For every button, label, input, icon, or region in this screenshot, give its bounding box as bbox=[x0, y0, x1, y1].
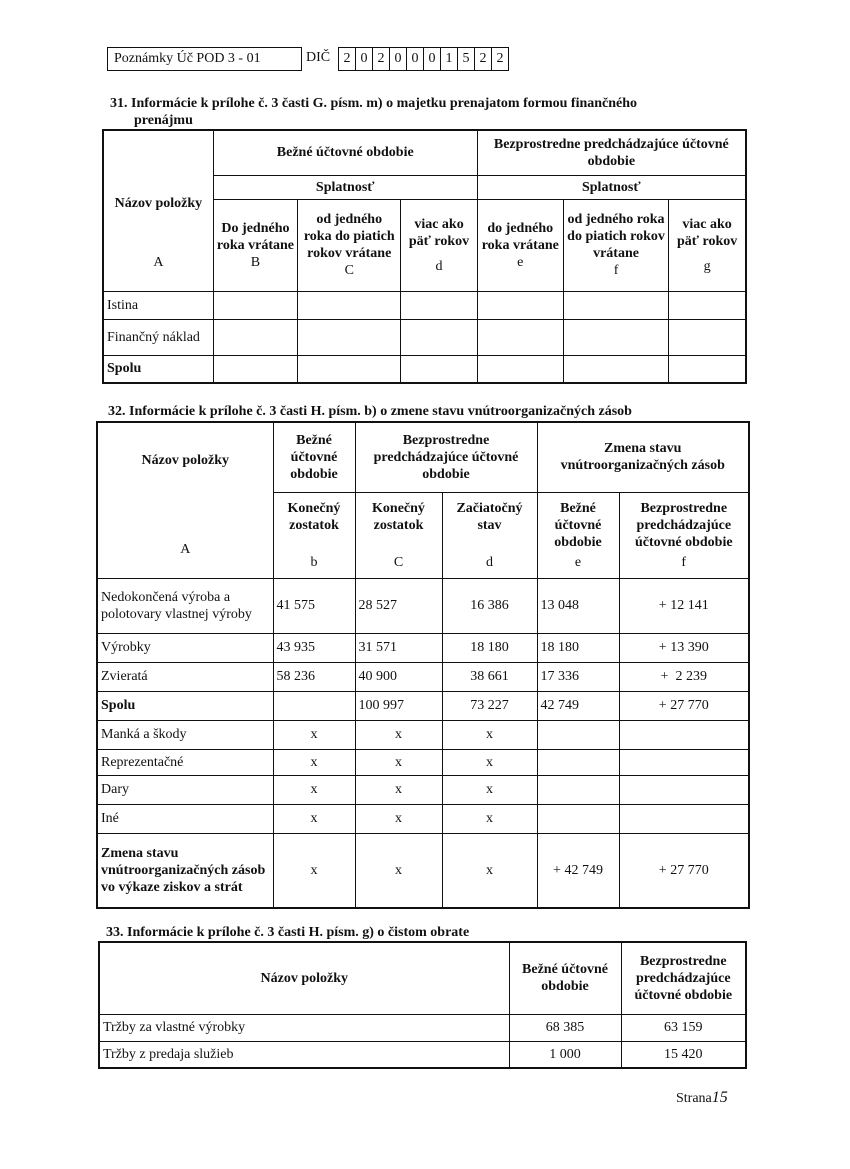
dic-digits bbox=[338, 47, 509, 71]
s32-cell-e: 13 048 bbox=[537, 578, 619, 633]
s32-cell-e: 17 336 bbox=[537, 662, 619, 691]
s32-cell-c: x bbox=[355, 720, 442, 749]
s32-cell-d: 18 180 bbox=[442, 633, 537, 662]
s32-cell-c: x bbox=[355, 775, 442, 804]
s32-col-b bbox=[273, 492, 355, 578]
s32-col-f-label: Bezprostredne predchádzajúce účtovné obdobie bbox=[634, 500, 733, 550]
table-row bbox=[99, 1014, 746, 1041]
s32-cell-f bbox=[619, 775, 749, 804]
s32-cell-d: x bbox=[442, 775, 537, 804]
s32-col-d-letter: d bbox=[486, 554, 493, 570]
table-row bbox=[97, 691, 749, 720]
s32-cell-f bbox=[619, 720, 749, 749]
s32-cell-b: x bbox=[273, 804, 355, 833]
s33-cell-current: 68 385 bbox=[509, 1014, 621, 1041]
s32-h-change: Zmena stavu vnútroorganizačných zásob bbox=[537, 422, 749, 492]
s31-col-g-label: viac ako päť rokov bbox=[676, 216, 738, 249]
s32-col-name-header bbox=[97, 422, 273, 578]
s32-cell-c: x bbox=[355, 749, 442, 775]
s32-cell-d: x bbox=[442, 804, 537, 833]
dic-digit: 0 bbox=[423, 48, 440, 70]
s32-cell-f bbox=[619, 749, 749, 775]
s32-cell-d: x bbox=[442, 833, 537, 908]
s32-cell-d: 38 661 bbox=[442, 662, 537, 691]
s32-col-f-letter: f bbox=[681, 554, 687, 570]
s31-splatnost-previous: Splatnosť bbox=[477, 175, 746, 199]
s33-table bbox=[98, 941, 747, 1069]
s31-cell bbox=[563, 319, 668, 355]
s32-col-c-label: Konečný zostatok bbox=[372, 500, 425, 533]
s33-col-previous: Bezprostredne predchádzajúce účtovné obdobie bbox=[621, 942, 746, 1014]
s32-cell-b: x bbox=[273, 833, 355, 908]
s31-col-e bbox=[477, 199, 563, 291]
s31-splatnost-current: Splatnosť bbox=[213, 175, 477, 199]
s33-col-current: Bežné účtovné obdobie bbox=[509, 942, 621, 1014]
page-number: 15 bbox=[711, 1089, 728, 1106]
s31-row-name: Spolu bbox=[103, 355, 213, 383]
s32-row-name: Dary bbox=[97, 775, 273, 804]
dic-digit: 2 bbox=[343, 51, 351, 66]
s31-row-name: Finančný náklad bbox=[103, 319, 213, 355]
s32-col-d-label: Začiatočný stav bbox=[456, 500, 523, 533]
s32-col-c-letter: C bbox=[393, 554, 404, 570]
s32-col-c bbox=[355, 492, 442, 578]
s31-cell bbox=[401, 319, 477, 355]
s31-col-f bbox=[563, 199, 668, 291]
s32-col-e-letter: e bbox=[574, 554, 582, 570]
s32-h-previous: Bezprostredne predchádzajúce účtovné obdobie bbox=[355, 422, 537, 492]
s32-cell-f: + 13 390 bbox=[619, 633, 749, 662]
s32-cell-e bbox=[537, 720, 619, 749]
table-row bbox=[97, 749, 749, 775]
s31-title-line2: prenájmu bbox=[134, 113, 193, 128]
s32-cell-e bbox=[537, 804, 619, 833]
s31-cell bbox=[213, 355, 297, 383]
strana-label: Strana bbox=[676, 1091, 712, 1106]
table-row bbox=[97, 775, 749, 804]
s32-cell-d: 16 386 bbox=[442, 578, 537, 633]
s31-col-e-letter: e bbox=[517, 254, 524, 270]
s32-row-name: Nedokončená výroba a polotovary vlastnej výroby bbox=[97, 578, 273, 633]
s32-cell-c: x bbox=[355, 833, 442, 908]
table-row bbox=[99, 1041, 746, 1068]
s32-h-current: Bežné účtovné obdobie bbox=[273, 422, 355, 492]
table-row bbox=[97, 662, 749, 691]
s31-col-f-label: od jedného roka do piatich rokov vrátane bbox=[567, 212, 665, 261]
s32-cell-f: + 27 770 bbox=[619, 691, 749, 720]
s31-col-e-label: do jedného roka vrátane bbox=[481, 220, 559, 253]
s31-col-b bbox=[213, 199, 297, 291]
s31-cell bbox=[563, 355, 668, 383]
s31-cell bbox=[298, 319, 401, 355]
table-row bbox=[103, 355, 746, 383]
s31-col-b-letter: B bbox=[250, 254, 261, 270]
dic-digit: 0 bbox=[355, 48, 372, 70]
s31-cell bbox=[669, 355, 746, 383]
s32-row-name: Výrobky bbox=[97, 633, 273, 662]
table-row bbox=[97, 804, 749, 833]
s32-row-name: Zmena stavu vnútroorganizačných zásob vo výkaze ziskov a strát bbox=[97, 833, 273, 908]
s31-table bbox=[102, 129, 747, 384]
s31-col-c bbox=[298, 199, 401, 291]
s31-col-b-label: Do jedného roka vrátane bbox=[216, 220, 295, 253]
s32-col-b-letter: b bbox=[310, 554, 318, 570]
s32-table bbox=[96, 421, 750, 909]
s31-cell bbox=[298, 291, 401, 319]
s31-period-current: Bežné účtovné obdobie bbox=[213, 130, 477, 175]
s32-cell-f bbox=[619, 804, 749, 833]
s32-cell-b: x bbox=[273, 775, 355, 804]
s32-cell-c: 40 900 bbox=[355, 662, 442, 691]
table-row bbox=[97, 633, 749, 662]
s32-cell-c: x bbox=[355, 804, 442, 833]
dic-digit: 0 bbox=[406, 48, 423, 70]
s32-cell-b: 41 575 bbox=[273, 578, 355, 633]
dic-digit: 2 bbox=[474, 48, 491, 70]
s31-cell bbox=[669, 319, 746, 355]
s32-cell-e: 18 180 bbox=[537, 633, 619, 662]
s33-row-name: Tržby za vlastné výrobky bbox=[99, 1014, 509, 1041]
dic-digit: 2 bbox=[372, 48, 389, 70]
s31-col-d-letter: d bbox=[435, 258, 443, 274]
s31-cell bbox=[298, 355, 401, 383]
s32-col-name-letter: A bbox=[180, 542, 191, 558]
s32-row-name: Manká a škody bbox=[97, 720, 273, 749]
s32-col-b-label: Konečný zostatok bbox=[287, 500, 341, 533]
s33-row-name: Tržby z predaja služieb bbox=[99, 1041, 509, 1068]
s31-col-c-letter: C bbox=[344, 263, 354, 278]
dic-digit: 5 bbox=[457, 48, 474, 70]
s31-col-g bbox=[669, 199, 746, 291]
s31-cell bbox=[213, 319, 297, 355]
s32-cell-c: 31 571 bbox=[355, 633, 442, 662]
s33-col-name: Názov položky bbox=[99, 942, 509, 1014]
table-row bbox=[97, 833, 749, 908]
s32-cell-d: x bbox=[442, 749, 537, 775]
s32-cell-e bbox=[537, 749, 619, 775]
dic-digit: 2 bbox=[491, 48, 508, 70]
s32-col-e bbox=[537, 492, 619, 578]
s31-row-name: Istina bbox=[103, 291, 213, 319]
s32-col-e-label: Bežné účtovné obdobie bbox=[554, 500, 602, 550]
s31-cell bbox=[213, 291, 297, 319]
s32-cell-e: 42 749 bbox=[537, 691, 619, 720]
dic-label: DIČ bbox=[306, 50, 331, 65]
s33-title: 33. Informácie k prílohe č. 3 časti H. písm. g) o čistom obrate bbox=[106, 925, 470, 940]
s32-col-name-label: Názov položky bbox=[141, 453, 229, 469]
table-row bbox=[97, 578, 749, 633]
s32-cell-c: 28 527 bbox=[355, 578, 442, 633]
s31-col-name-header bbox=[103, 130, 213, 291]
s31-col-f-letter: f bbox=[613, 263, 619, 278]
s32-cell-f: + 27 770 bbox=[619, 833, 749, 908]
s31-title-line1: 31. Informácie k prílohe č. 3 časti G. písm. m) o majetku prenajatom formou finančného bbox=[110, 96, 638, 111]
s33-cell-previous: 15 420 bbox=[621, 1041, 746, 1068]
s32-title: 32. Informácie k prílohe č. 3 časti H. písm. b) o zmene stavu vnútroorganizačných zásob bbox=[108, 404, 632, 419]
s31-col-name-letter: A bbox=[153, 255, 164, 271]
s31-cell bbox=[477, 291, 563, 319]
s32-cell-d: 73 227 bbox=[442, 691, 537, 720]
s31-period-previous: Bezprostredne predchádzajúce účtovné obdobie bbox=[477, 130, 746, 175]
page-footer bbox=[676, 1089, 728, 1107]
s31-col-c-label: od jedného roka do piatich rokov vrátane bbox=[303, 212, 395, 261]
dic-digit: 1 bbox=[440, 48, 457, 70]
table-row bbox=[103, 291, 746, 319]
s32-cell-e bbox=[537, 775, 619, 804]
s31-col-d-label: viac ako päť rokov bbox=[408, 216, 470, 249]
s32-row-name: Iné bbox=[97, 804, 273, 833]
s32-row-name: Spolu bbox=[97, 691, 273, 720]
s31-col-name-label: Názov položky bbox=[114, 196, 203, 212]
s33-cell-previous: 63 159 bbox=[621, 1014, 746, 1041]
s32-cell-b: 58 236 bbox=[273, 662, 355, 691]
s32-cell-f: + 12 141 bbox=[619, 578, 749, 633]
s32-cell-e: + 42 749 bbox=[537, 833, 619, 908]
s31-col-d bbox=[401, 199, 477, 291]
s32-cell-b bbox=[273, 691, 355, 720]
s33-cell-current: 1 000 bbox=[509, 1041, 621, 1068]
s31-cell bbox=[477, 319, 563, 355]
s31-cell bbox=[563, 291, 668, 319]
dic-digit: 0 bbox=[389, 48, 406, 70]
s32-cell-b: 43 935 bbox=[273, 633, 355, 662]
s31-cell bbox=[477, 355, 563, 383]
s31-cell bbox=[669, 291, 746, 319]
s32-row-name: Zvieratá bbox=[97, 662, 273, 691]
s32-row-name: Reprezentačné bbox=[97, 749, 273, 775]
form-label: Poznámky Úč POD 3 - 01 bbox=[107, 47, 302, 71]
s32-cell-b: x bbox=[273, 720, 355, 749]
s32-cell-d: x bbox=[442, 720, 537, 749]
s32-cell-c: 100 997 bbox=[355, 691, 442, 720]
s32-col-f bbox=[619, 492, 749, 578]
table-row bbox=[103, 319, 746, 355]
s31-col-g-letter: g bbox=[703, 258, 711, 274]
s31-cell bbox=[401, 291, 477, 319]
s32-cell-f: + 2 239 bbox=[619, 662, 749, 691]
table-row bbox=[97, 720, 749, 749]
s32-col-d bbox=[442, 492, 537, 578]
s32-cell-b: x bbox=[273, 749, 355, 775]
s31-cell bbox=[401, 355, 477, 383]
